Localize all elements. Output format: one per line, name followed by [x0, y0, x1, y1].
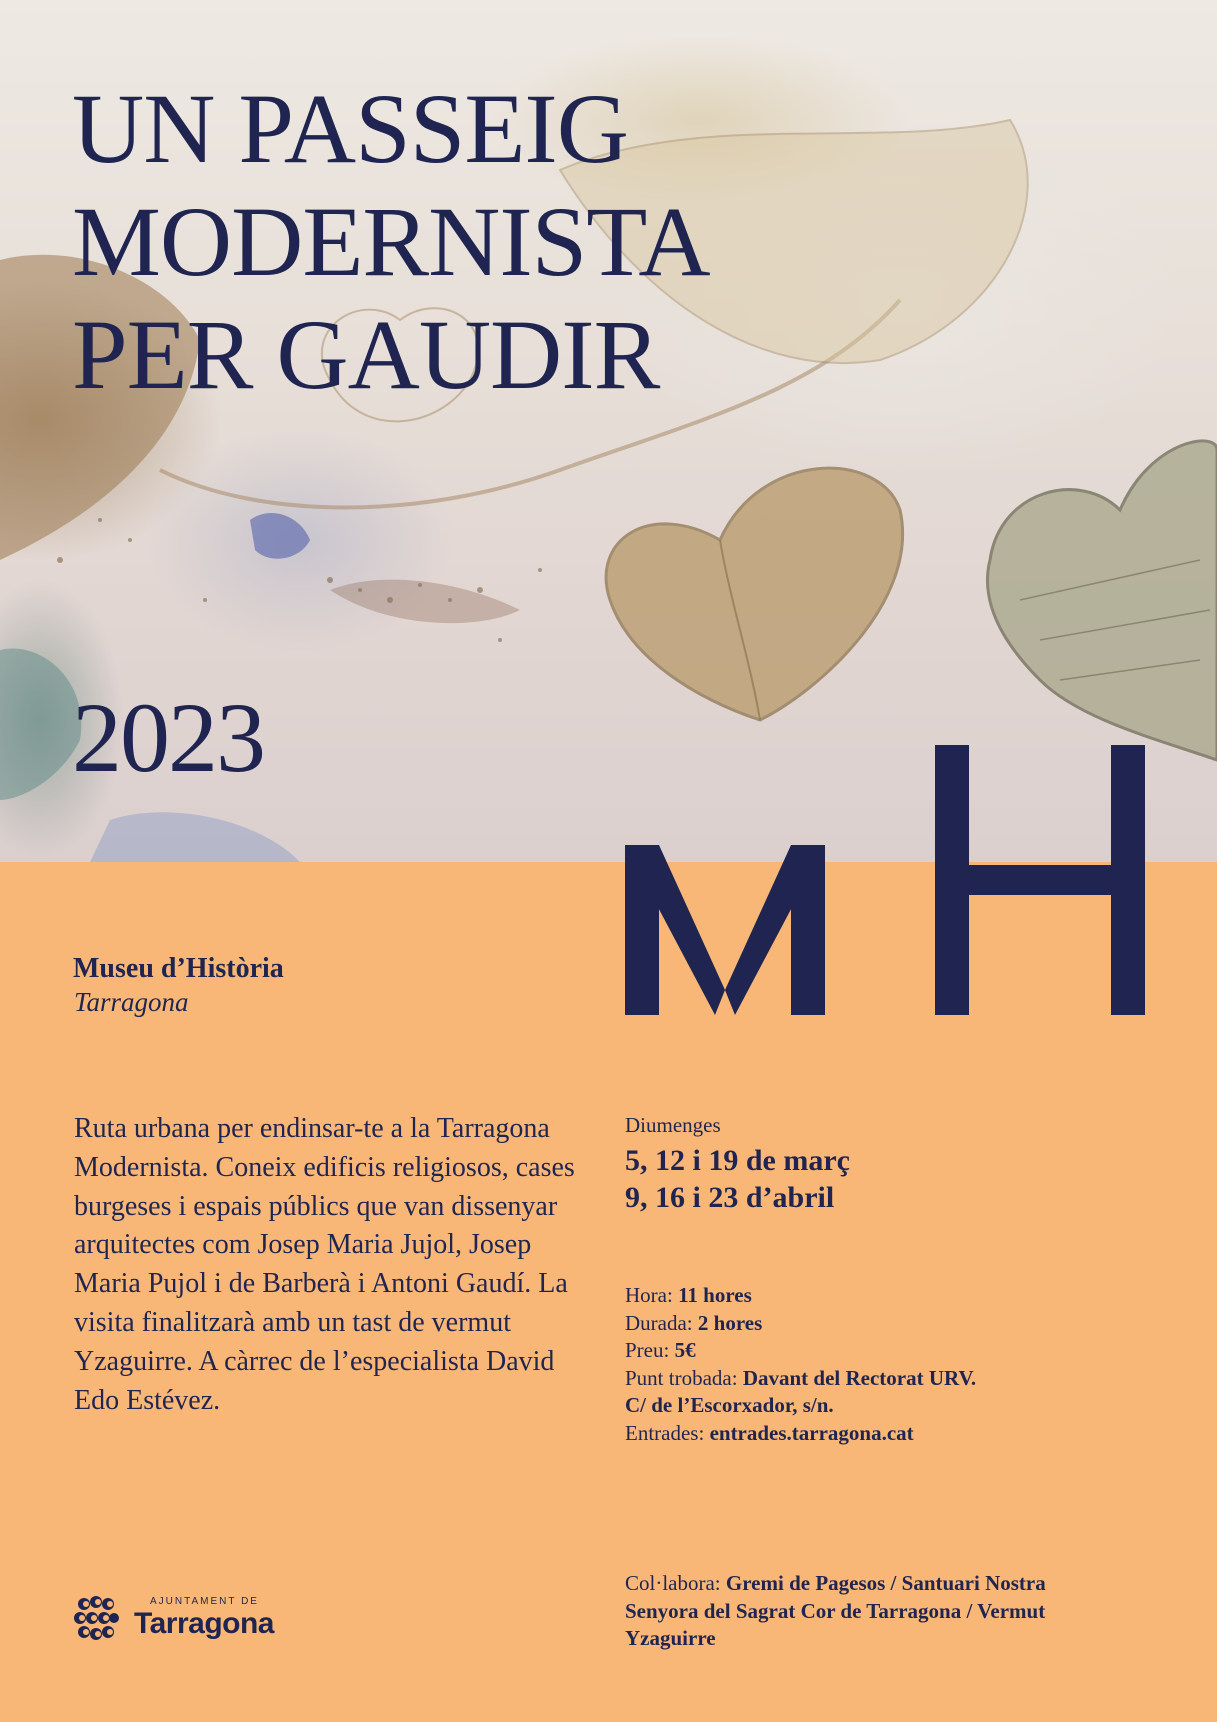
entrades-label: Entrades:: [625, 1420, 705, 1445]
museum-city: Tarragona: [74, 987, 189, 1017]
preu-value: 5€: [674, 1338, 696, 1362]
detail-entrades: [625, 1420, 976, 1448]
logo-small-text: AJUNTAMENT DE: [150, 1596, 259, 1607]
poster-title: [72, 72, 710, 411]
preu-label: Preu:: [625, 1338, 670, 1362]
detail-preu: [625, 1337, 976, 1365]
dates: [625, 1142, 850, 1216]
description-paragraph: Ruta urbana per endinsar-te a la Tarragona Modernista. Coneix edificis religiosos, cases burgeses i espais públics que van dissenyar arquitectes com Josep Maria Jujol, Josep Maria Pujol i de Barberà i Antoni Gaudí. La visita finalitzarà amb un tast de vermut Yzaguirre. A càrrec de l’especialista David Edo Estévez.: [74, 1113, 575, 1416]
hora-label: Hora:: [625, 1283, 673, 1307]
entrades-link[interactable]: entrades.tarragona.cat: [709, 1420, 914, 1445]
hora-value: 11 hores: [678, 1283, 752, 1307]
logo-text: [134, 1596, 274, 1640]
mh-monogram: [625, 745, 1145, 1015]
punt-value-2: C/ de l’Escorxador, s/n.: [625, 1393, 834, 1417]
title-line-1: UN PASSEIG: [72, 73, 628, 184]
collab-value: Gremi de Pagesos / Santuari Nostra Senyora del Sagrat Cor de Tarragona / Vermut Yzaguirre: [625, 1571, 1046, 1650]
year: 2023: [72, 682, 264, 793]
logo-big-text: Tarragona: [134, 1607, 274, 1640]
collaborators: [625, 1570, 1095, 1653]
detail-punt-trobada-address: [625, 1392, 976, 1420]
museum-name: Museu d’Història: [73, 953, 284, 984]
dates-label: Diumenges: [625, 1113, 721, 1137]
detail-punt-trobada: [625, 1365, 976, 1393]
dates-april: 9, 16 i 23 d’abril: [625, 1181, 835, 1214]
ajuntament-logo: [72, 1594, 274, 1642]
punt-label: Punt trobada:: [625, 1365, 738, 1390]
tarragona-emblem-icon: [72, 1594, 120, 1642]
durada-label: Durada:: [625, 1310, 693, 1335]
detail-durada: [625, 1310, 976, 1338]
durada-value: 2 hores: [697, 1310, 763, 1335]
dates-march: 5, 12 i 19 de març: [625, 1144, 850, 1177]
punt-value: Davant del Rectorat URV.: [742, 1365, 977, 1390]
collab-label: Col·labora:: [625, 1571, 721, 1595]
title-line-3: PER GAUDIR: [72, 299, 660, 410]
detail-hora: [625, 1282, 976, 1310]
event-details: [625, 1282, 976, 1447]
title-line-2: MODERNISTA: [72, 186, 710, 297]
